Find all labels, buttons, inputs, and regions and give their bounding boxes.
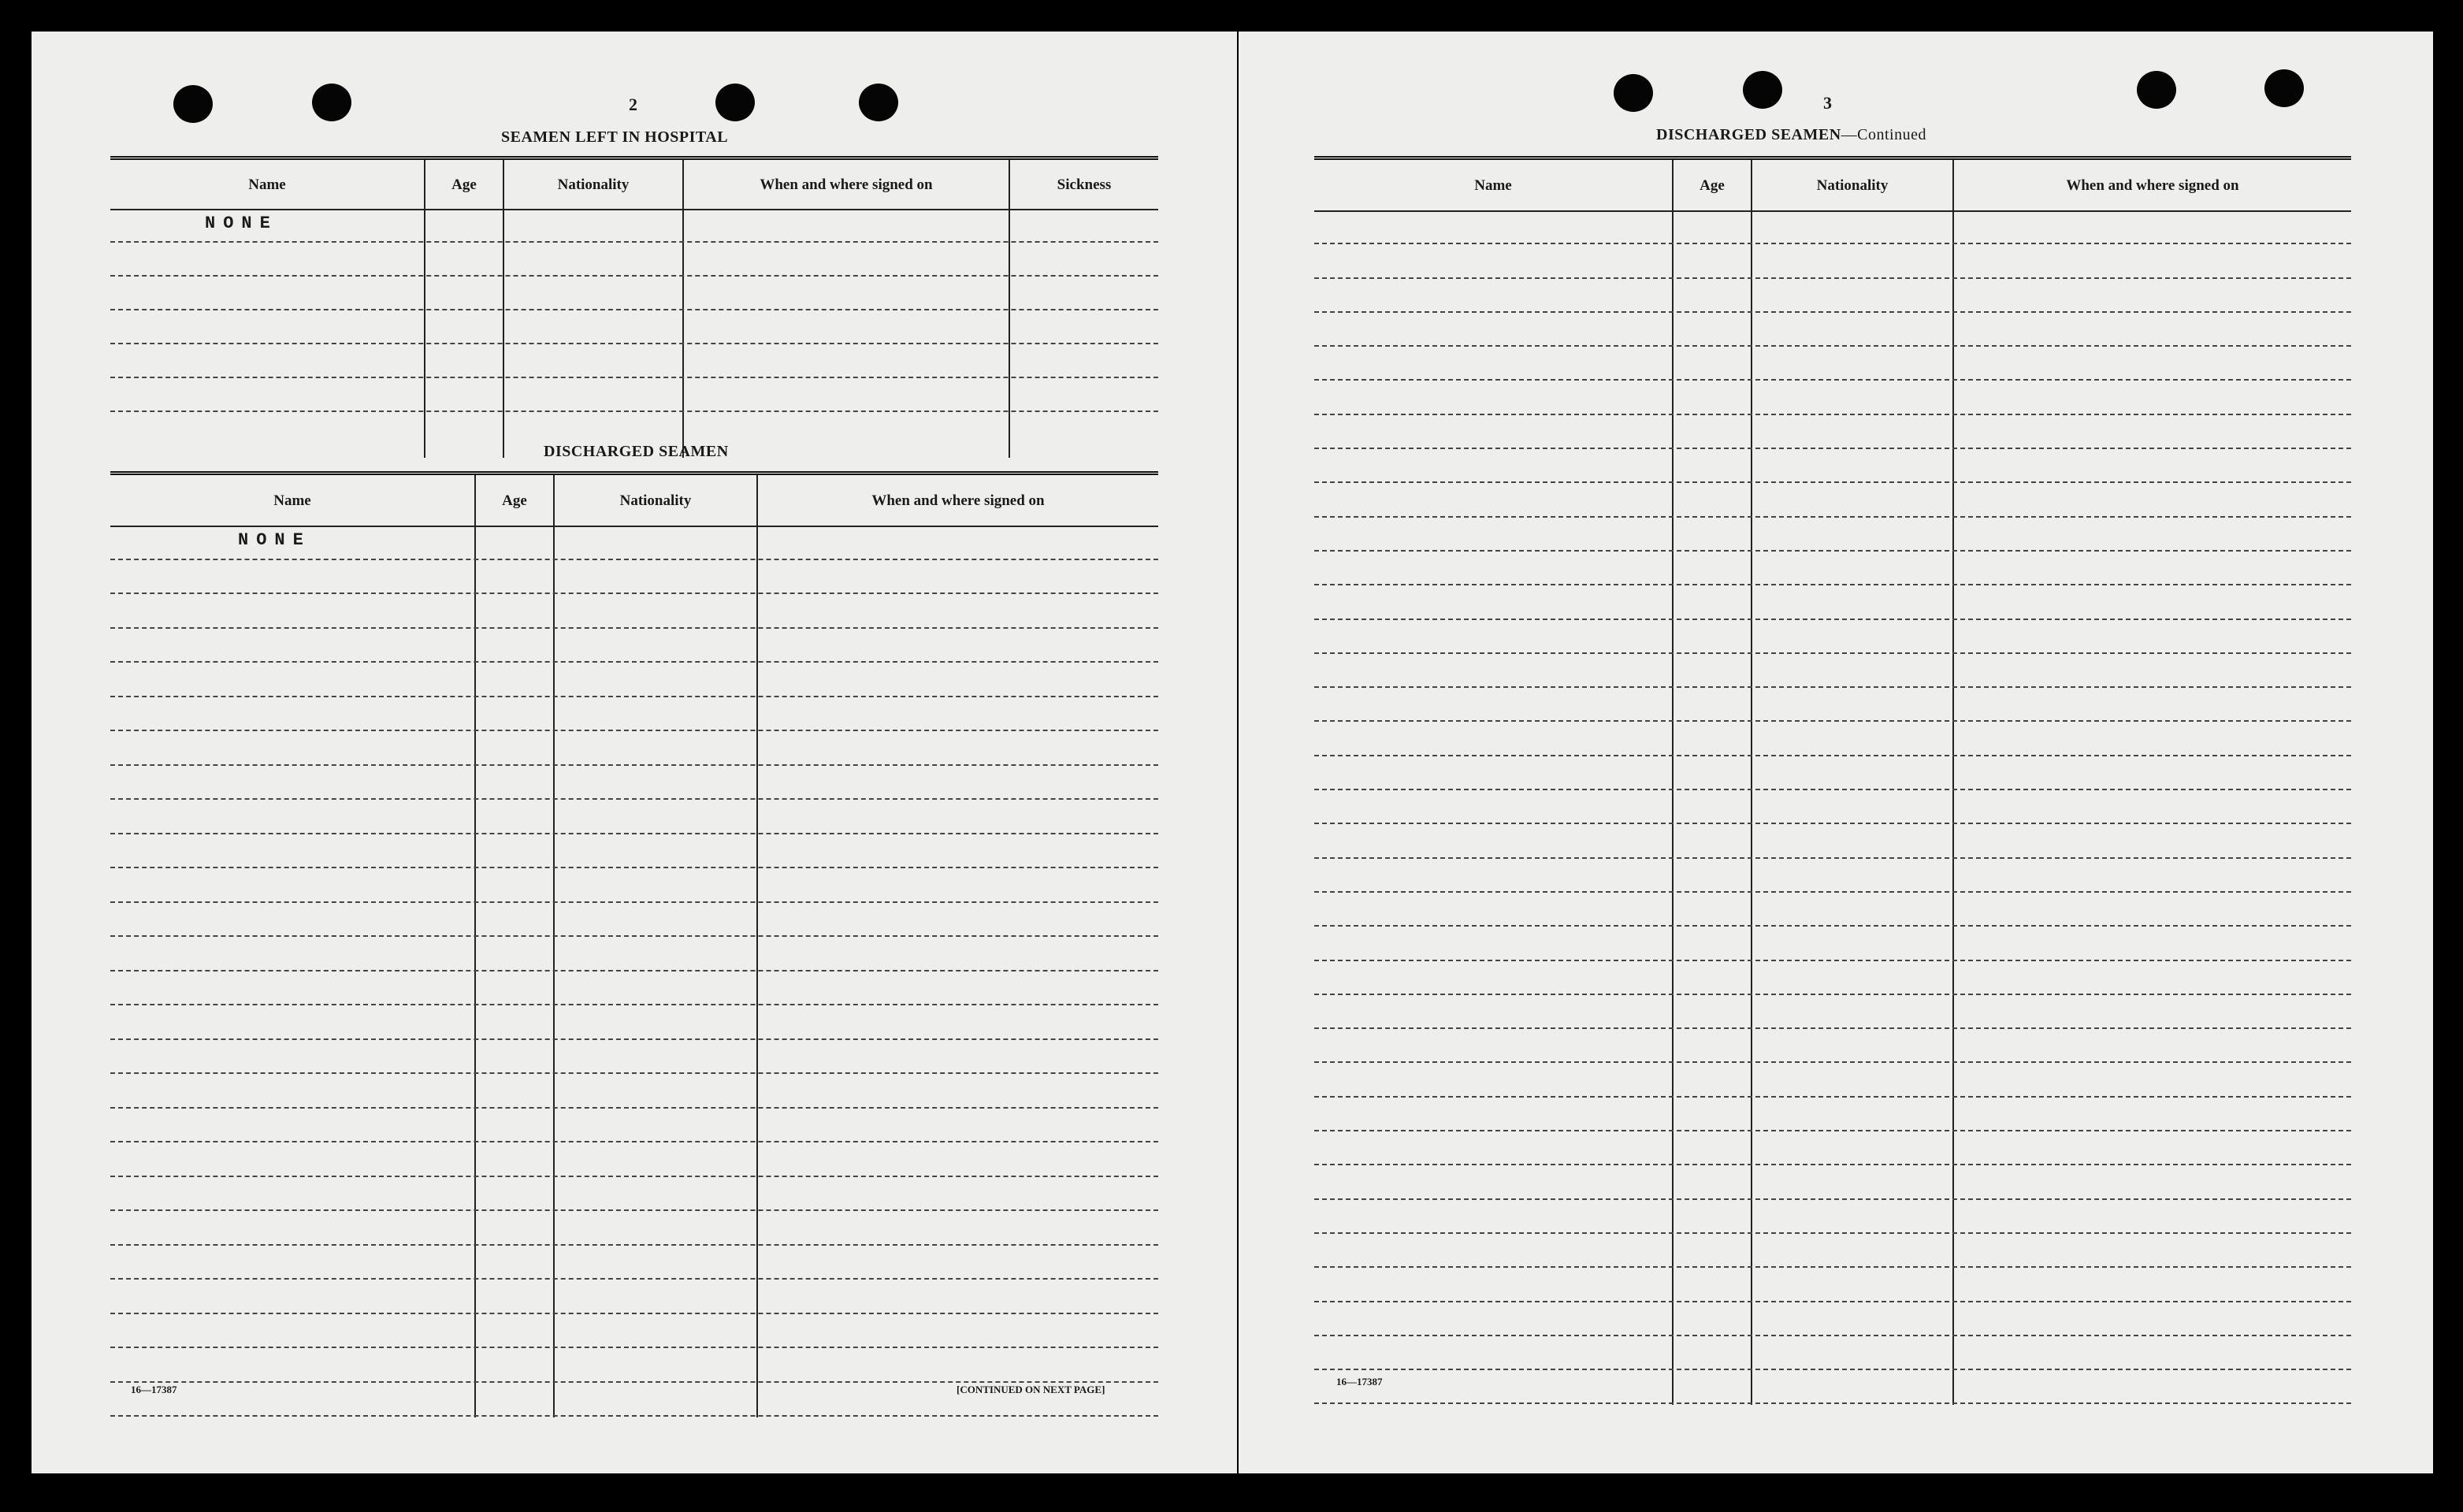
table-row bbox=[110, 766, 1158, 801]
table-row bbox=[1314, 279, 2351, 313]
table-row bbox=[1314, 585, 2351, 619]
punch-hole bbox=[312, 84, 351, 121]
punch-hole bbox=[173, 85, 213, 123]
table-row bbox=[1314, 1131, 2351, 1165]
table-row bbox=[110, 594, 1158, 629]
table-row bbox=[110, 1005, 1158, 1040]
table-row bbox=[1314, 1234, 2351, 1268]
punch-hole bbox=[715, 84, 755, 121]
table-row bbox=[110, 971, 1158, 1006]
table-row bbox=[110, 1109, 1158, 1143]
table-row bbox=[110, 560, 1158, 595]
hospital-table bbox=[110, 156, 1158, 458]
table-row bbox=[110, 1142, 1158, 1177]
table-row bbox=[110, 310, 1158, 344]
discharged-continued-table bbox=[1314, 156, 2351, 1405]
table-header bbox=[110, 477, 1158, 527]
table-body bbox=[110, 526, 1158, 1417]
table-row bbox=[110, 834, 1158, 869]
column-header-nationality: Nationality bbox=[557, 176, 630, 193]
table-row bbox=[110, 903, 1158, 938]
table-row bbox=[110, 378, 1158, 412]
table-row bbox=[1314, 859, 2351, 893]
table-row bbox=[110, 697, 1158, 732]
left-page: 2 SEAMEN LEFT IN HOSPITAL Name Age Nationality When and where signed on Sickness NONE DISCHARGED SEAMEN Name Age Nationality When and where signed on NONE 16—17387 [CONTINUED ON NEXT PAGE] bbox=[32, 32, 1237, 1473]
table-row bbox=[1314, 1370, 2351, 1404]
table-row bbox=[110, 277, 1158, 310]
table-row bbox=[1314, 347, 2351, 381]
table-row bbox=[1314, 654, 2351, 688]
table-row bbox=[1314, 552, 2351, 585]
table-row bbox=[110, 800, 1158, 834]
column-header-signed-on: When and where signed on bbox=[871, 492, 1045, 509]
column-header-age: Age bbox=[1700, 177, 1725, 194]
table-row bbox=[110, 526, 1158, 560]
column-header-nationality: Nationality bbox=[1816, 177, 1889, 194]
table-row bbox=[110, 1246, 1158, 1280]
table-row bbox=[110, 731, 1158, 766]
column-header-name: Name bbox=[248, 176, 286, 193]
table-row bbox=[110, 868, 1158, 903]
table-row bbox=[110, 243, 1158, 277]
table-row bbox=[1314, 927, 2351, 960]
punch-hole bbox=[2137, 71, 2176, 109]
column-header-name: Name bbox=[273, 492, 311, 509]
continued-note: [CONTINUED ON NEXT PAGE] bbox=[957, 1384, 1105, 1395]
discharged-continued-title: DISCHARGED SEAMEN—Continued bbox=[1656, 126, 1926, 143]
page-number: 2 bbox=[629, 95, 637, 114]
form-number: 16—17387 bbox=[1336, 1376, 1383, 1388]
table-row bbox=[1314, 995, 2351, 1029]
table-body bbox=[1314, 210, 2351, 1404]
table-row bbox=[1314, 1165, 2351, 1199]
table-row bbox=[1314, 415, 2351, 449]
table-row bbox=[110, 1177, 1158, 1212]
table-row bbox=[1314, 483, 2351, 517]
table-row bbox=[110, 629, 1158, 663]
punch-hole bbox=[1614, 74, 1653, 112]
table-row bbox=[1314, 824, 2351, 858]
table-row bbox=[1314, 961, 2351, 995]
table-row bbox=[1314, 688, 2351, 722]
column-header-signed-on: When and where signed on bbox=[2066, 177, 2239, 194]
table-row bbox=[1314, 210, 2351, 244]
column-header-signed-on: When and where signed on bbox=[760, 176, 933, 193]
page-number: 3 bbox=[1823, 93, 1832, 113]
table-row bbox=[1314, 1098, 2351, 1131]
table-row bbox=[1314, 722, 2351, 756]
table-row bbox=[1314, 313, 2351, 347]
table-row bbox=[1314, 518, 2351, 552]
name-entry: NONE bbox=[205, 214, 278, 233]
table-row bbox=[110, 663, 1158, 697]
table-row bbox=[110, 344, 1158, 378]
table-row bbox=[1314, 893, 2351, 927]
table-row bbox=[1314, 790, 2351, 824]
table-header bbox=[110, 162, 1158, 210]
punch-hole bbox=[859, 84, 898, 121]
table-header bbox=[1314, 162, 2351, 212]
table-body bbox=[110, 209, 1158, 412]
discharged-title: DISCHARGED SEAMEN bbox=[544, 443, 729, 460]
table-row bbox=[1314, 1029, 2351, 1063]
column-header-sickness: Sickness bbox=[1057, 176, 1112, 193]
table-row bbox=[1314, 620, 2351, 654]
table-row bbox=[110, 1280, 1158, 1314]
table-row bbox=[110, 209, 1158, 243]
table-row bbox=[1314, 244, 2351, 278]
table-row bbox=[1314, 1302, 2351, 1336]
table-row bbox=[110, 1348, 1158, 1383]
punch-hole bbox=[2264, 69, 2304, 107]
right-page bbox=[1239, 32, 2433, 1473]
table-row bbox=[110, 1074, 1158, 1109]
column-header-name: Name bbox=[1474, 177, 1512, 194]
discharged-table bbox=[110, 471, 1158, 1417]
column-header-age: Age bbox=[451, 176, 477, 193]
table-row bbox=[110, 937, 1158, 971]
table-row bbox=[1314, 1200, 2351, 1234]
table-row bbox=[110, 1211, 1158, 1246]
table-row bbox=[110, 1314, 1158, 1349]
table-row bbox=[1314, 756, 2351, 790]
table-row bbox=[1314, 381, 2351, 414]
name-entry: NONE bbox=[238, 530, 311, 550]
column-header-age: Age bbox=[502, 492, 527, 509]
table-row bbox=[1314, 1336, 2351, 1370]
table-row bbox=[1314, 1063, 2351, 1097]
table-row bbox=[110, 1040, 1158, 1075]
column-header-nationality: Nationality bbox=[619, 492, 692, 509]
form-number: 16—17387 bbox=[131, 1384, 177, 1395]
punch-hole bbox=[1743, 71, 1782, 109]
table-row bbox=[1314, 449, 2351, 483]
table-row bbox=[1314, 1268, 2351, 1302]
